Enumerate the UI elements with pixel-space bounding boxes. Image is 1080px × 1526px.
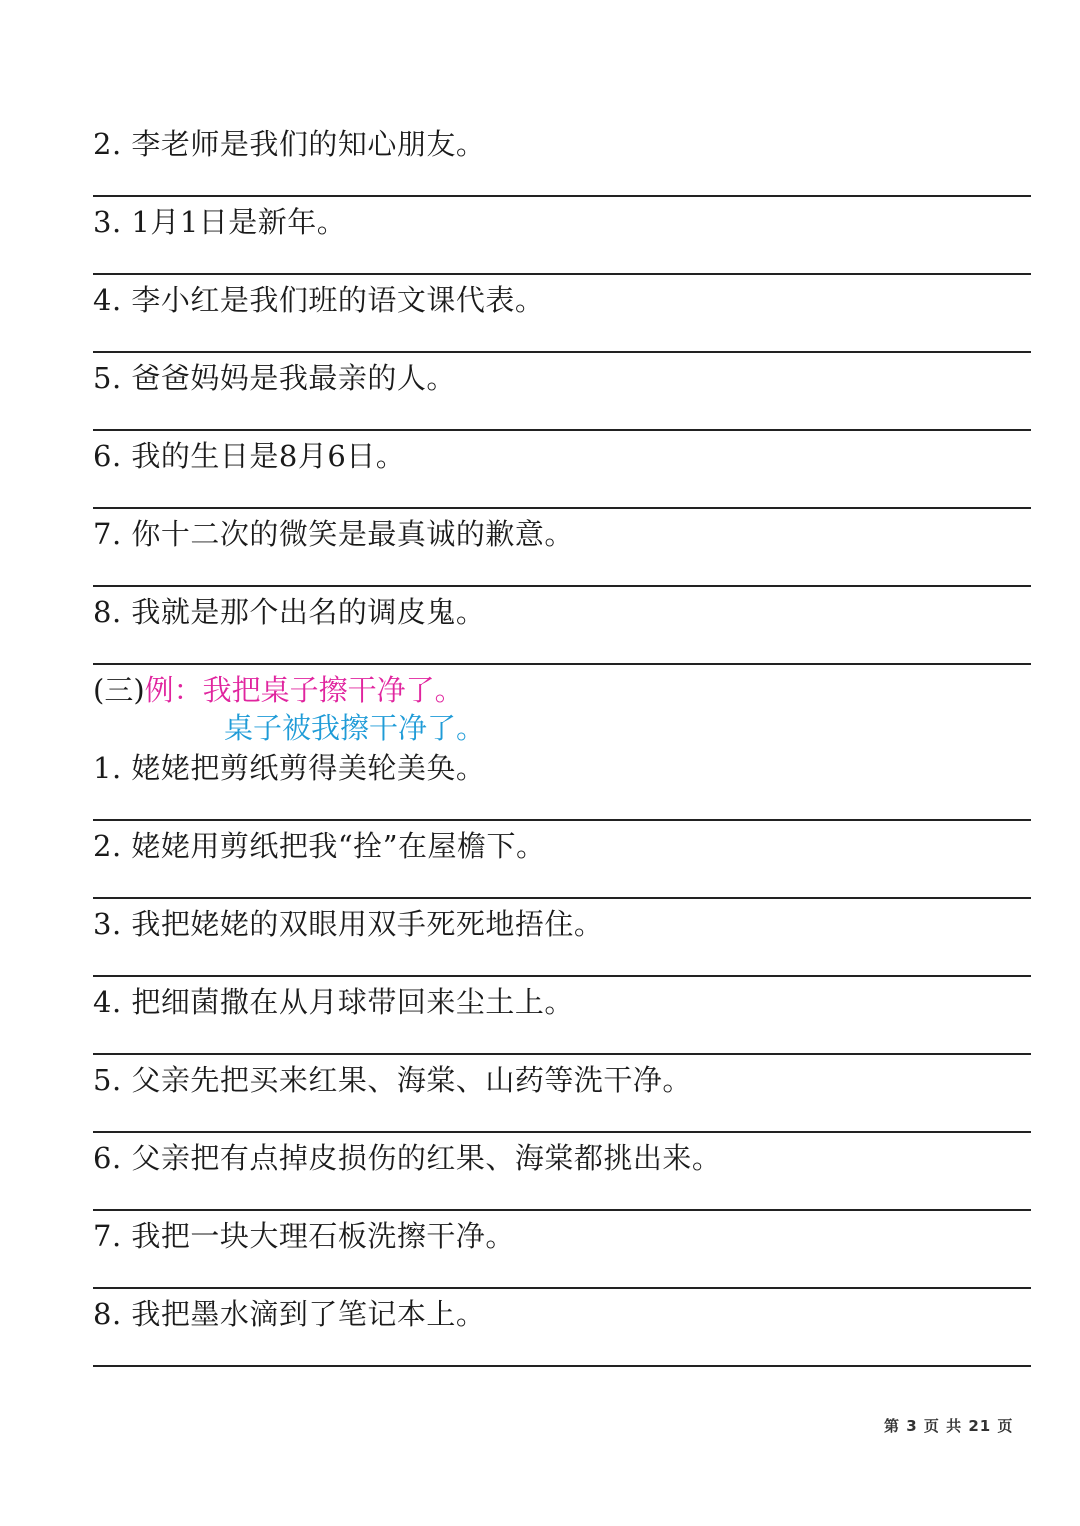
question-2-3: 3. 1月1日是新年。: [93, 205, 347, 239]
question-3-5: 5. 父亲先把买来红果、海棠、山药等洗干净。: [93, 1063, 692, 1097]
question-3-7: 7. 我把一块大理石板洗擦干净。: [93, 1219, 515, 1253]
question-2-6: 6. 我的生日是8月6日。: [93, 439, 406, 473]
example-answer: 桌子被我擦干净了。: [224, 711, 486, 745]
answer-line-2-5[interactable]: [93, 429, 1031, 431]
answer-line-3-1[interactable]: [93, 819, 1031, 821]
page-number: 第 3 页 共 21 页: [884, 1417, 1014, 1435]
answer-line-3-8[interactable]: [93, 1365, 1031, 1367]
question-2-2: 2. 李老师是我们的知心朋友。: [93, 127, 486, 161]
answer-line-3-2[interactable]: [93, 897, 1031, 899]
answer-line-2-2[interactable]: [93, 195, 1031, 197]
answer-line-3-5[interactable]: [93, 1131, 1031, 1133]
question-2-7: 7. 你十二次的微笑是最真诚的歉意。: [93, 517, 574, 551]
answer-line-3-7[interactable]: [93, 1287, 1031, 1289]
example-sentence: 我把桌子擦干净了。: [202, 673, 464, 707]
section-heading: [93, 672, 464, 708]
question-2-8: 8. 我就是那个出名的调皮鬼。: [93, 595, 486, 629]
answer-line-3-3[interactable]: [93, 975, 1031, 977]
question-3-2: 2. 姥姥用剪纸把我“拴”在屋檐下。: [93, 829, 546, 863]
answer-line-2-7[interactable]: [93, 585, 1031, 587]
question-2-5: 5. 爸爸妈妈是我最亲的人。: [93, 361, 456, 395]
question-2-4: 4. 李小红是我们班的语文课代表。: [93, 283, 545, 317]
answer-line-3-4[interactable]: [93, 1053, 1031, 1055]
question-3-4: 4. 把细菌撒在从月球带回来尘土上。: [93, 985, 574, 1019]
answer-line-2-8[interactable]: [93, 663, 1031, 665]
answer-line-2-4[interactable]: [93, 351, 1031, 353]
question-3-1: 1. 姥姥把剪纸剪得美轮美奂。: [93, 751, 486, 785]
example-label: 例：: [144, 673, 203, 707]
answer-line-2-6[interactable]: [93, 507, 1031, 509]
section-number: (三): [93, 673, 145, 707]
question-3-3: 3. 我把姥姥的双眼用双手死死地捂住。: [93, 907, 604, 941]
question-3-8: 8. 我把墨水滴到了笔记本上。: [93, 1297, 486, 1331]
answer-line-3-6[interactable]: [93, 1209, 1031, 1211]
question-3-6: 6. 父亲把有点掉皮损伤的红果、海棠都挑出来。: [93, 1141, 722, 1175]
answer-line-2-3[interactable]: [93, 273, 1031, 275]
